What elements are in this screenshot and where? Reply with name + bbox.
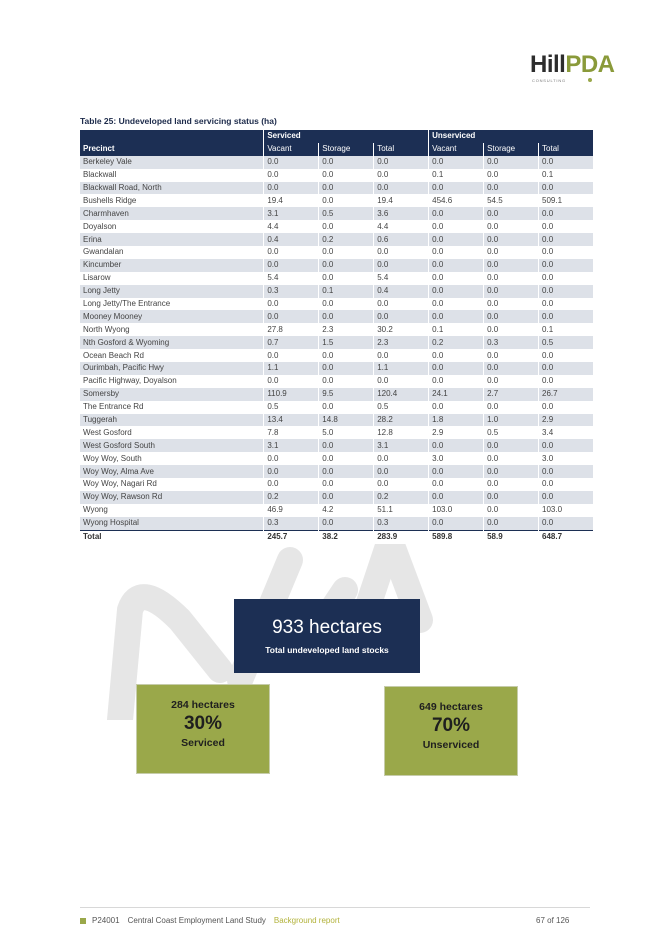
precinct-cell: Charmhaven: [80, 207, 264, 220]
value-cell: 0.0: [264, 259, 319, 272]
value-cell: 0.0: [484, 220, 539, 233]
value-cell: 0.0: [429, 220, 484, 233]
value-cell: 0.4: [374, 285, 429, 298]
footer: [80, 916, 340, 925]
value-cell: 0.0: [484, 375, 539, 388]
value-cell: 0.0: [319, 182, 374, 195]
value-cell: 0.4: [264, 233, 319, 246]
value-cell: 0.0: [319, 349, 374, 362]
value-cell: 0.0: [429, 156, 484, 169]
value-cell: 110.9: [264, 388, 319, 401]
total-hectares: 933 hectares: [272, 617, 382, 638]
value-cell: 3.0: [429, 452, 484, 465]
precinct-cell: West Gosford: [80, 426, 264, 439]
precinct-cell: Kincumber: [80, 259, 264, 272]
serviced-box: [136, 684, 270, 774]
value-cell: 0.0: [264, 375, 319, 388]
precinct-cell: Pacific Highway, Doyalson: [80, 375, 264, 388]
value-cell: 0.0: [539, 375, 594, 388]
value-cell: 0.0: [539, 272, 594, 285]
table-row: [80, 182, 594, 195]
precinct-cell: Blackwall: [80, 169, 264, 182]
table-row: [80, 517, 594, 530]
value-cell: 3.6: [374, 207, 429, 220]
value-cell: 120.4: [374, 388, 429, 401]
value-cell: 0.0: [429, 491, 484, 504]
precinct-cell: Mooney Mooney: [80, 310, 264, 323]
serviced-vacant-header: Vacant: [264, 143, 319, 156]
serviced-percent: 30%: [183, 713, 223, 734]
value-cell: 0.2: [429, 336, 484, 349]
footer-square-icon: [80, 918, 86, 924]
value-cell: 0.0: [484, 517, 539, 530]
value-cell: 0.0: [484, 310, 539, 323]
value-cell: 0.6: [374, 233, 429, 246]
study-title: Central Coast Employment Land Study: [127, 916, 266, 925]
value-cell: 0.0: [319, 298, 374, 311]
value-cell: 0.0: [264, 156, 319, 169]
total-label: Total undeveloped land stocks: [265, 645, 389, 655]
value-cell: 0.0: [264, 182, 319, 195]
table-row: [80, 246, 594, 259]
serviced-storage-header: Storage: [319, 143, 374, 156]
value-cell: 0.0: [429, 207, 484, 220]
value-cell: 0.0: [319, 156, 374, 169]
value-cell: 0.0: [319, 169, 374, 182]
value-cell: 2.9: [429, 426, 484, 439]
value-cell: 0.0: [429, 182, 484, 195]
table-row: [80, 220, 594, 233]
value-cell: 9.5: [319, 388, 374, 401]
table-row: [80, 452, 594, 465]
precinct-cell: Woy Woy, South: [80, 452, 264, 465]
precinct-cell: North Wyong: [80, 323, 264, 336]
value-cell: 0.0: [429, 259, 484, 272]
value-cell: 0.0: [429, 401, 484, 414]
value-cell: 0.5: [539, 336, 594, 349]
value-cell: 12.8: [374, 426, 429, 439]
value-cell: 0.0: [539, 156, 594, 169]
footer-divider: [80, 907, 590, 908]
serviced-label: Serviced: [181, 737, 225, 749]
value-cell: 1.1: [374, 362, 429, 375]
total-cell: 38.2: [319, 530, 374, 543]
value-cell: 0.0: [374, 465, 429, 478]
table-row: [80, 323, 594, 336]
value-cell: 454.6: [429, 194, 484, 207]
value-cell: 0.0: [539, 259, 594, 272]
value-cell: 0.5: [374, 401, 429, 414]
unserviced-label: Unserviced: [422, 739, 480, 751]
unserviced-hectares: 649 hectares: [419, 701, 483, 713]
unserviced-box: [384, 686, 518, 776]
value-cell: 0.3: [264, 517, 319, 530]
value-cell: 1.8: [429, 414, 484, 427]
value-cell: 0.0: [539, 362, 594, 375]
value-cell: 0.0: [429, 349, 484, 362]
value-cell: 27.8: [264, 323, 319, 336]
value-cell: 0.0: [429, 465, 484, 478]
value-cell: 0.0: [484, 491, 539, 504]
total-land-stocks-box: [234, 599, 420, 673]
value-cell: 0.0: [374, 169, 429, 182]
value-cell: 0.0: [484, 349, 539, 362]
value-cell: 0.0: [319, 362, 374, 375]
value-cell: 0.0: [484, 478, 539, 491]
project-code: P24001: [92, 916, 120, 925]
serviced-group-header: Serviced: [264, 130, 429, 143]
value-cell: 509.1: [539, 194, 594, 207]
precinct-cell: Doyalson: [80, 220, 264, 233]
value-cell: 0.0: [484, 169, 539, 182]
value-cell: 0.0: [429, 439, 484, 452]
value-cell: 0.0: [264, 349, 319, 362]
value-cell: 0.0: [484, 504, 539, 517]
value-cell: 0.0: [429, 285, 484, 298]
table-row: [80, 336, 594, 349]
value-cell: 2.7: [484, 388, 539, 401]
value-cell: 0.5: [484, 426, 539, 439]
table-row: [80, 233, 594, 246]
value-cell: 0.0: [484, 465, 539, 478]
value-cell: 0.0: [539, 182, 594, 195]
value-cell: 0.0: [319, 465, 374, 478]
total-cell: 589.8: [429, 530, 484, 543]
value-cell: 0.0: [319, 491, 374, 504]
value-cell: 26.7: [539, 388, 594, 401]
precinct-cell: Ocean Beach Rd: [80, 349, 264, 362]
land-servicing-table: [80, 130, 594, 544]
value-cell: 3.1: [264, 207, 319, 220]
value-cell: 0.0: [319, 246, 374, 259]
table-row: [80, 259, 594, 272]
value-cell: 103.0: [539, 504, 594, 517]
value-cell: 4.2: [319, 504, 374, 517]
value-cell: 0.1: [539, 323, 594, 336]
table-row: [80, 194, 594, 207]
report-name: Background report: [273, 916, 340, 925]
value-cell: 0.1: [539, 169, 594, 182]
value-cell: 7.8: [264, 426, 319, 439]
value-cell: 0.0: [539, 478, 594, 491]
value-cell: 0.0: [429, 375, 484, 388]
total-cell: 58.9: [484, 530, 539, 543]
value-cell: 0.0: [374, 349, 429, 362]
precinct-cell: Wyong: [80, 504, 264, 517]
value-cell: 0.0: [319, 478, 374, 491]
value-cell: 0.0: [429, 233, 484, 246]
value-cell: 0.0: [319, 517, 374, 530]
value-cell: 0.0: [484, 323, 539, 336]
value-cell: 0.0: [539, 401, 594, 414]
value-cell: 2.9: [539, 414, 594, 427]
value-cell: 0.0: [319, 401, 374, 414]
value-cell: 1.0: [484, 414, 539, 427]
value-cell: 0.0: [539, 310, 594, 323]
precinct-cell: The Entrance Rd: [80, 401, 264, 414]
value-cell: 0.0: [374, 246, 429, 259]
value-cell: 0.0: [429, 310, 484, 323]
serviced-total-header: Total: [374, 143, 429, 156]
value-cell: 0.0: [539, 439, 594, 452]
value-cell: 28.2: [374, 414, 429, 427]
table-row: [80, 465, 594, 478]
value-cell: 0.0: [539, 465, 594, 478]
value-cell: 0.1: [319, 285, 374, 298]
precinct-cell: Nth Gosford & Wyoming: [80, 336, 264, 349]
precinct-cell: Bushells Ridge: [80, 194, 264, 207]
table-row: [80, 491, 594, 504]
precinct-cell: Blackwall Road, North: [80, 182, 264, 195]
table-row: [80, 426, 594, 439]
value-cell: 0.0: [374, 375, 429, 388]
precinct-cell: Gwandalan: [80, 246, 264, 259]
value-cell: 54.5: [484, 194, 539, 207]
value-cell: 0.0: [374, 310, 429, 323]
value-cell: 19.4: [264, 194, 319, 207]
precinct-cell: Erina: [80, 233, 264, 246]
precinct-cell: Tuggerah: [80, 414, 264, 427]
value-cell: 0.0: [374, 182, 429, 195]
value-cell: 0.0: [264, 478, 319, 491]
value-cell: 5.4: [264, 272, 319, 285]
serviced-hectares: 284 hectares: [171, 699, 235, 711]
sub-header-row: [80, 143, 594, 156]
value-cell: 0.0: [374, 452, 429, 465]
table-row: [80, 207, 594, 220]
table-row: [80, 169, 594, 182]
value-cell: 0.0: [429, 362, 484, 375]
value-cell: 0.7: [264, 336, 319, 349]
value-cell: 0.0: [264, 246, 319, 259]
value-cell: 0.0: [484, 207, 539, 220]
table-row: [80, 388, 594, 401]
value-cell: 0.0: [539, 491, 594, 504]
value-cell: 0.0: [484, 259, 539, 272]
value-cell: 0.1: [429, 169, 484, 182]
value-cell: 0.0: [264, 452, 319, 465]
table-row: [80, 156, 594, 169]
total-cell: 648.7: [539, 530, 594, 543]
value-cell: 4.4: [264, 220, 319, 233]
value-cell: 0.0: [319, 439, 374, 452]
unserviced-percent: 70%: [431, 715, 471, 736]
value-cell: 103.0: [429, 504, 484, 517]
value-cell: 0.0: [539, 285, 594, 298]
value-cell: 0.0: [484, 298, 539, 311]
value-cell: 0.0: [539, 220, 594, 233]
group-header-row: [80, 130, 594, 143]
unserviced-total-header: Total: [539, 143, 594, 156]
precinct-cell: Long Jetty: [80, 285, 264, 298]
value-cell: 0.0: [374, 259, 429, 272]
unserviced-group-header: Unserviced: [429, 130, 594, 143]
precinct-cell: Long Jetty/The Entrance: [80, 298, 264, 311]
table-row: [80, 504, 594, 517]
value-cell: 30.2: [374, 323, 429, 336]
total-cell: 283.9: [374, 530, 429, 543]
table-row: [80, 439, 594, 452]
value-cell: 0.0: [484, 233, 539, 246]
precinct-cell: Woy Woy, Nagari Rd: [80, 478, 264, 491]
value-cell: 2.3: [374, 336, 429, 349]
table-row: [80, 414, 594, 427]
value-cell: 0.0: [484, 182, 539, 195]
value-cell: 0.0: [539, 349, 594, 362]
value-cell: 1.1: [264, 362, 319, 375]
value-cell: 0.0: [539, 246, 594, 259]
value-cell: 0.0: [319, 194, 374, 207]
value-cell: 19.4: [374, 194, 429, 207]
value-cell: 0.3: [374, 517, 429, 530]
value-cell: 0.3: [484, 336, 539, 349]
value-cell: 0.0: [539, 298, 594, 311]
value-cell: 2.3: [319, 323, 374, 336]
value-cell: 0.0: [264, 298, 319, 311]
value-cell: 0.1: [429, 323, 484, 336]
value-cell: 3.4: [539, 426, 594, 439]
precinct-cell: Somersby: [80, 388, 264, 401]
value-cell: 3.1: [374, 439, 429, 452]
value-cell: 5.4: [374, 272, 429, 285]
value-cell: 0.3: [264, 285, 319, 298]
value-cell: 0.0: [374, 298, 429, 311]
value-cell: 0.0: [319, 259, 374, 272]
value-cell: 3.0: [539, 452, 594, 465]
table-row: [80, 298, 594, 311]
precinct-header: Precinct: [80, 143, 264, 156]
table-row: [80, 478, 594, 491]
value-cell: 14.8: [319, 414, 374, 427]
value-cell: 0.0: [319, 310, 374, 323]
value-cell: 0.0: [429, 517, 484, 530]
value-cell: 0.0: [539, 233, 594, 246]
table-row: [80, 272, 594, 285]
value-cell: 0.0: [374, 478, 429, 491]
precinct-cell: Woy Woy, Rawson Rd: [80, 491, 264, 504]
hillpda-logo: HillPDA CONSULTING: [530, 51, 615, 83]
value-cell: 0.0: [319, 375, 374, 388]
value-cell: 0.2: [374, 491, 429, 504]
value-cell: 0.0: [484, 401, 539, 414]
table-row: [80, 349, 594, 362]
total-row: [80, 530, 594, 543]
value-cell: 0.0: [319, 272, 374, 285]
value-cell: 4.4: [374, 220, 429, 233]
value-cell: 3.1: [264, 439, 319, 452]
value-cell: 0.0: [429, 298, 484, 311]
value-cell: 0.0: [484, 156, 539, 169]
value-cell: 24.1: [429, 388, 484, 401]
value-cell: 0.0: [484, 452, 539, 465]
value-cell: 5.0: [319, 426, 374, 439]
precinct-cell: Berkeley Vale: [80, 156, 264, 169]
value-cell: 0.0: [429, 246, 484, 259]
value-cell: 0.0: [484, 362, 539, 375]
table-row: [80, 285, 594, 298]
value-cell: 0.0: [484, 285, 539, 298]
value-cell: 0.5: [319, 207, 374, 220]
value-cell: 0.5: [264, 401, 319, 414]
unserviced-vacant-header: Vacant: [429, 143, 484, 156]
unserviced-storage-header: Storage: [484, 143, 539, 156]
value-cell: 0.0: [484, 246, 539, 259]
value-cell: 0.0: [539, 517, 594, 530]
page-number: 67 of 126: [536, 916, 570, 925]
value-cell: 0.0: [264, 310, 319, 323]
precinct-cell: Lisarow: [80, 272, 264, 285]
value-cell: 0.2: [319, 233, 374, 246]
value-cell: 51.1: [374, 504, 429, 517]
precinct-cell: Woy Woy, Alma Ave: [80, 465, 264, 478]
value-cell: 0.0: [429, 478, 484, 491]
table-title: Table 25: Undeveloped land servicing status (ha): [80, 116, 277, 126]
value-cell: 0.0: [539, 207, 594, 220]
value-cell: 0.0: [484, 439, 539, 452]
value-cell: 46.9: [264, 504, 319, 517]
precinct-cell: Wyong Hospital: [80, 517, 264, 530]
value-cell: 0.0: [264, 169, 319, 182]
table-row: [80, 310, 594, 323]
value-cell: 0.0: [319, 452, 374, 465]
table-row: [80, 362, 594, 375]
total-label: Total: [80, 530, 264, 543]
value-cell: 0.0: [319, 220, 374, 233]
value-cell: 13.4: [264, 414, 319, 427]
value-cell: 0.0: [484, 272, 539, 285]
value-cell: 0.0: [264, 465, 319, 478]
precinct-cell: West Gosford South: [80, 439, 264, 452]
table-row: [80, 401, 594, 414]
value-cell: 0.2: [264, 491, 319, 504]
value-cell: 0.0: [374, 156, 429, 169]
table-row: [80, 375, 594, 388]
precinct-cell: Ourimbah, Pacific Hwy: [80, 362, 264, 375]
value-cell: 0.0: [429, 272, 484, 285]
total-cell: 245.7: [264, 530, 319, 543]
value-cell: 1.5: [319, 336, 374, 349]
blank-header-cell: [80, 130, 264, 143]
